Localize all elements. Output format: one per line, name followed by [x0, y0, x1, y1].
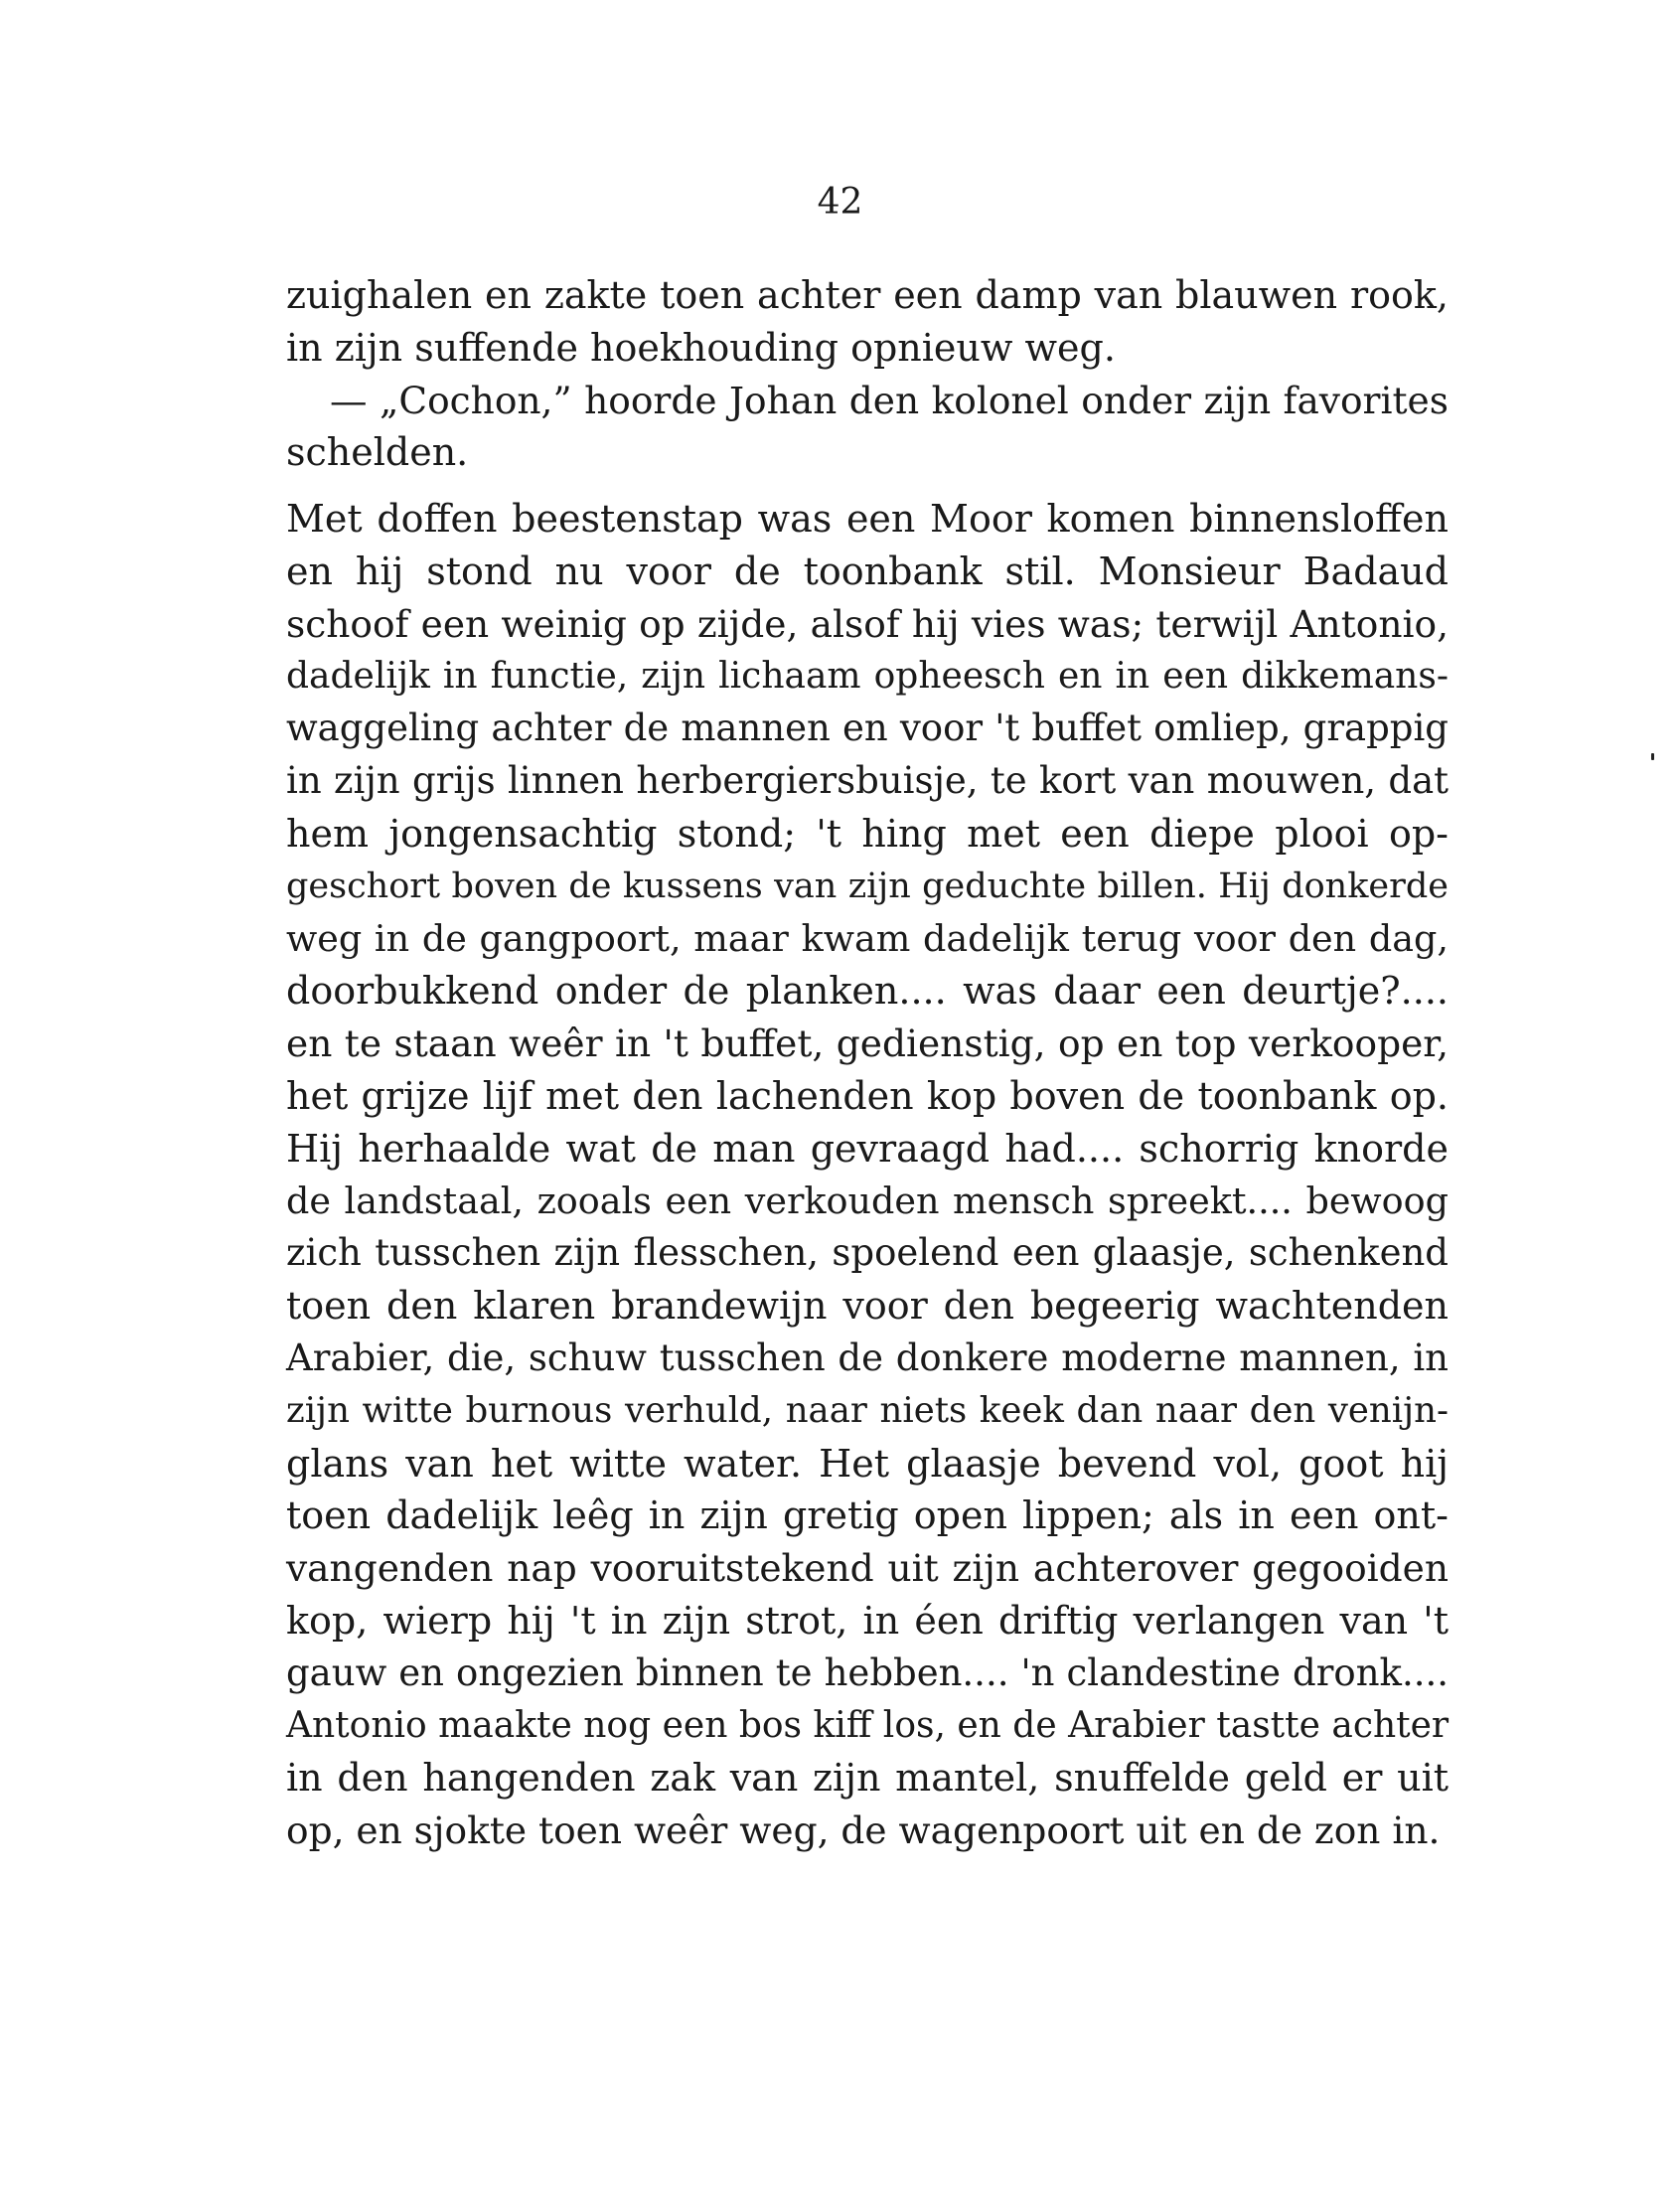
- text-line: kop, wierp hij 't in zijn strot, in éen driftig verlangen van 't: [286, 1598, 1449, 1643]
- text-line: in den hangenden zak van zijn mantel, snuffelde geld er uit: [286, 1756, 1449, 1801]
- text-line: in zijn grijs linnen herbergiersbuisje, te kort van mouwen, dat: [286, 759, 1449, 803]
- text-line: schoof een weinig op zijde, alsof hij vies was; terwijl Antonio,: [286, 601, 1449, 646]
- text-line: op, en sjokte toen weêr weg, de wagenpoort uit en de zon in.: [286, 1808, 1441, 1853]
- text-line: waggeling achter de mannen en voor 't buffet omliep, grappig: [286, 706, 1449, 750]
- text-line: het grijze lijf met den lachenden kop boven de toonbank op.: [286, 1073, 1449, 1118]
- text-line: schelden.: [286, 430, 469, 475]
- text-line: vangenden nap vooruitstekend uit zijn achterover gegooiden: [286, 1546, 1449, 1591]
- text-line: zijn witte burnous verhuld, naar niets keek dan naar den venijn-: [286, 1389, 1449, 1431]
- text-line: zich tusschen zijn flesschen, spoelend een glaasje, schenkend: [286, 1231, 1449, 1275]
- text-line: hem jongensachtig stond; 't hing met een diepe plooi op-: [286, 811, 1449, 856]
- text-line: en te staan weêr in 't buffet, gedienstig, op en top verkooper,: [286, 1021, 1449, 1066]
- text-line: toen dadelijk leêg in zijn gretig open lippen; als in een ont-: [286, 1493, 1449, 1538]
- text-line: Antonio maakte nog een bos kiff los, en de Arabier tastte achter: [286, 1704, 1450, 1746]
- page-number: 42: [817, 182, 863, 223]
- text-line: weg in de gangpoort, maar kwam dadelijk terug voor den dag,: [286, 916, 1449, 960]
- text-line: gauw en ongezien binnen te hebben.... 'n clandestine dronk....: [286, 1650, 1449, 1694]
- text-line: Arabier, die, schuw tusschen de donkere moderne mannen, in: [286, 1335, 1449, 1379]
- text-line: doorbukkend onder de planken.... was daar een deurtje?....: [286, 969, 1449, 1014]
- text-line: — „Cochon,” hoorde Johan den kolonel onder zijn favorites: [330, 378, 1449, 422]
- text-line: en hij stond nu voor de toonbank stil. Monsieur Badaud: [286, 549, 1449, 593]
- text-line: Met doffen beestenstap was een Moor komen binnensloffen: [286, 497, 1449, 542]
- text-line: zuighalen en zakte toen achter een damp van blauwen rook,: [286, 273, 1449, 317]
- text-line: Hij herhaalde wat de man gevraagd had.... schorrig knorde: [286, 1126, 1449, 1171]
- text-line: toen den klaren brandewijn voor den begeerig wachtenden: [286, 1284, 1449, 1329]
- text-line: de landstaal, zooals een verkouden mensch spreekt.... bewoog: [286, 1178, 1449, 1222]
- text-line: glans van het witte water. Het glaasje bevend vol, goot hij: [286, 1441, 1449, 1486]
- text-line: geschort boven de kussens van zijn geduchte billen. Hij donkerde: [286, 865, 1449, 906]
- paragraph-gap: [286, 479, 1449, 493]
- text-line: in zijn suffende hoekhouding opnieuw weg.: [286, 325, 1116, 370]
- text-line: dadelijk in functie, zijn lichaam opheesch en in een dikkemans-: [286, 655, 1449, 697]
- scan-speck: [1651, 753, 1654, 760]
- body-text: [286, 269, 1449, 1857]
